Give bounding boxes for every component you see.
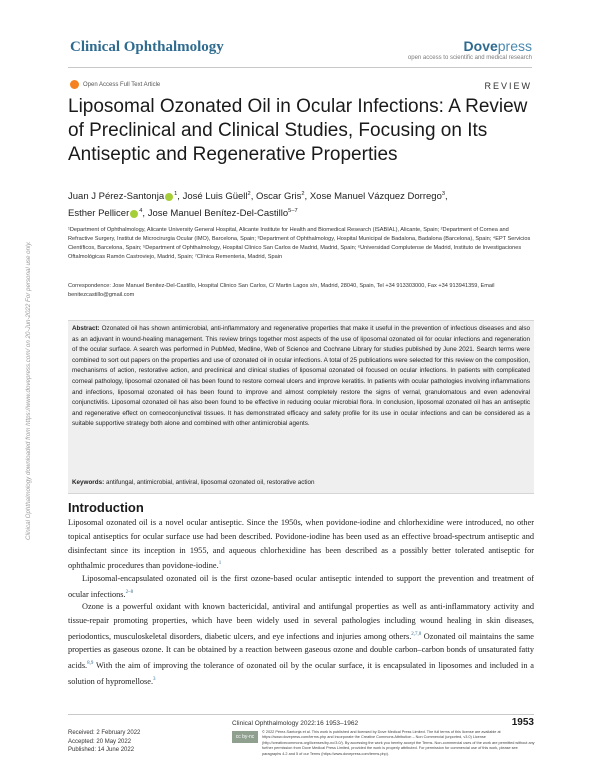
page-number: 1953 (511, 717, 534, 728)
author-affil-ref: 2 (247, 191, 251, 197)
intro-paragraph-1 (68, 516, 534, 573)
accepted-date: Accepted: 20 May 2022 (68, 738, 132, 745)
license-text: © 2022 Pérez-Santonja et al. This work is published and licensed by Dove Medical Press Limited. The full terms of this license are available at https://www.dovepress.com/terms.php and incorporate the Creative Commons Attribution – Non Commercial (unported, v3.0) License (http://creativecommons.org/licenses/by-nc/3.0/). By accessing the work you hereby accept the Terms. Non-commercial uses of the work are permitted without any further permission from Dove Medical Press Limited, provided the work is properly attributed. For permission for commercial use of this work, please see paragraphs 4.2 and 5 of our Terms (https://www.dovepress.com/terms.php). (262, 730, 535, 756)
download-side-note: Clinical Ophthalmology downloaded from https://www.dovepress.com/ on 20-Jun-2022 For personal use only. (25, 241, 32, 540)
open-access-text: Open Access Full Text Article (83, 81, 161, 88)
intro-paragraph-2 (68, 572, 534, 601)
orcid-icon[interactable] (130, 210, 138, 218)
section-heading: Introduction (68, 500, 144, 515)
orcid-icon[interactable] (165, 193, 173, 201)
paragraph-text: Ozone is a powerful oxidant with known bactericidal, antiviral and antifungal properties as well as anti-inflammatory activity and tissue-repair promoting properties, which have been widely used in several pathologies including wound healing in skin diseases, periodontics, musculoskeletal disorders, diabetic ulcers, and eye infections and injuries among others. (68, 602, 534, 641)
author-affil-ref: 1 (174, 191, 178, 197)
reference-link[interactable]: 1 (218, 561, 222, 567)
open-access-label (70, 80, 160, 89)
publisher-name-light: press (497, 38, 532, 54)
author-name[interactable]: José Luis Güell (182, 191, 248, 203)
author-name[interactable]: Jose Manuel Benítez-Del-Castillo (147, 208, 289, 220)
paragraph-text: Ozonated oil maintains the same properties as gaseous ozone. It can be obtained by a reaction between gaseous ozone and double carbon–carbon bonds of unsaturated fatty acids. (68, 631, 534, 670)
paragraph-text: Liposomal-encapsulated ozonated oil is the first ozone-based ocular antiseptic intended to support the prevention and treatment of ocular infections. (68, 574, 534, 599)
intro-paragraph-3 (68, 600, 534, 688)
keywords (72, 479, 530, 486)
journal-title: Clinical Ophthalmology (70, 39, 224, 55)
received-date: Received: 2 February 2022 (68, 730, 141, 736)
publisher-tagline: open access to scientific and medical research (407, 55, 532, 61)
keywords-text: antifungal, antimicrobial, antiviral, liposomal ozonated oil, restorative action (105, 479, 315, 486)
keywords-label: Keywords: (72, 479, 105, 486)
abstract-text: Ozonated oil has shown antimicrobial, anti-inflammatory and regenerative properties that make it useful in the prevention of infectious diseases and also as an adjuvant in wound-healing management. This review brings together most aspects of the use of liposomal ozonated oil for ocular infections and regeneration of the ocular surface. A search was performed in PubMed, Medline, Web of Science and Cochrane Library for studies published by June 2021. Search terms were combined to sort out papers on the properties and use of ozonated oil in ocular infections. A total of 25 publications were selected for this review on the composition, mechanisms of action, restorative action, and preclinical and clinical studies of liposomal ozonated oil focused on ocular infections. In patients with complicated corneal pathology, liposomal ozonated oil has been found to restore corneal ulcers and improve keratitis. In patients with ocular pathologies involving inflammations and infections, liposomal ozonated oil has been found to improve and almost completely restore the signs of vernal, granulomatous and even adenoviral conjunctivitis. Liposomal ozonated oil has also been found to be effective in reducing ocular microbial flora. In conclusion, liposomal ozonated oil has an antiseptic and regenerative effect on corneoconjunctival tissues. It has demonstrated efficacy and safety profile for its use in ocular infections and can be considered as a suitable supportive strategy both alone and combined with other antimicrobial agents. (72, 325, 531, 428)
journal-citation: Clinical Ophthalmology 2022:16 1953–1962 (232, 720, 359, 727)
author-list: Juan J Pérez-Santonja $^1$, José Luis Güell$^2$, Oscar Gris$^2$, Xose Manuel Vázquez Dorrego$^3$, Esther Pellicer $^4$, Jose Manuel Benítez-Del-Castillo$^{5-7}$ (68, 191, 448, 220)
paragraph-text: Liposomal ozonated oil is a novel ocular antiseptic. Since the 1950s, when povidone-iodine and chlorhexidine were introduced, no other topical antiseptics for ocular surface use had been described. Povidone-iodine has been used as an effective broad-spectrum antiseptic and disinfectant since its inception in 1955, and aqueous chlorhexidine has been described as a possibly better tolerated antiseptic for ophthalmic procedures than povidone-iodine. (68, 518, 534, 571)
author-name[interactable]: Xose Manuel Vázquez Dorrego (309, 191, 442, 203)
publication-dates (68, 729, 140, 755)
author-name[interactable]: Oscar Gris (255, 191, 302, 203)
author-name[interactable]: Juan J Pérez-Santonja (68, 191, 165, 203)
reference-link[interactable]: 8,9 (87, 660, 94, 666)
article-title: Liposomal Ozonated Oil in Ocular Infections: A Review of Preclinical and Clinical Studies, Focusing on Its Antiseptic and Regenerative Properties (68, 96, 528, 165)
reference-link[interactable]: 3 (153, 676, 156, 682)
abstract-label: Abstract: (72, 325, 100, 332)
reference-link[interactable]: 2–8 (125, 589, 134, 595)
author-affil-ref: 3 (441, 191, 446, 197)
abstract (72, 324, 530, 430)
correspondence: Correspondence: Jose Manuel Benitez-Del-Castillo, Hospital Clinico San Carlos, C/ Martin Lagos s/n, Madrid, 28040, Spain, Tel +34 913303000, Fax +34 913941359, Email benitezcastillo@gmail.com (68, 283, 495, 299)
author-name[interactable]: Esther Pellicer (68, 208, 130, 220)
affiliations: ¹Department of Ophthalmology, Alicante University General Hospital, Alicante Institute for Health and Biomedical Research (ISABIAL), Alicante, Spain; ²Department of Cornea and Refractive Surgery, Institut de Microcirurgia Ocular (IMO), Barcelona, Spain; ³Department of Ophthalmology, Hospital Municipal de Badalona, Badalona (Barcelona), Spain; ⁴EPT Servicios Científicos, Barcelona, Spain; ⁵Department of Ophthalmology, Hospital Clínico San Carlos de Madrid, Madrid, Spain; ⁶Universidad Complutense de Madrid, Instituto de Investigaciones Oftalmológicas Ramón Castroviejo, Madrid, Spain; ⁷Clínica Rementeria, Madrid, Spain (68, 227, 531, 261)
footer-divider (68, 714, 534, 715)
reference-link[interactable]: 2,7,8 (411, 631, 422, 637)
publisher-name-bold: Dove (463, 38, 498, 54)
author-affil-ref: 5–7 (288, 208, 298, 215)
article-type: REVIEW (484, 81, 532, 91)
author-affil-ref: 4 (139, 208, 143, 215)
open-access-icon (70, 80, 79, 89)
published-date: Published: 14 June 2022 (68, 747, 135, 753)
cc-license-badge[interactable]: cc by-nc (232, 731, 258, 743)
publisher-logo (464, 38, 532, 54)
paragraph-text: With the aim of improving the tolerance of ozonated oil by the ocular surface, it is encapsulated in liposomes and included in a solution of hypromellose. (68, 660, 534, 686)
header-divider (68, 67, 532, 68)
author-affil-ref: 2 (301, 191, 305, 197)
